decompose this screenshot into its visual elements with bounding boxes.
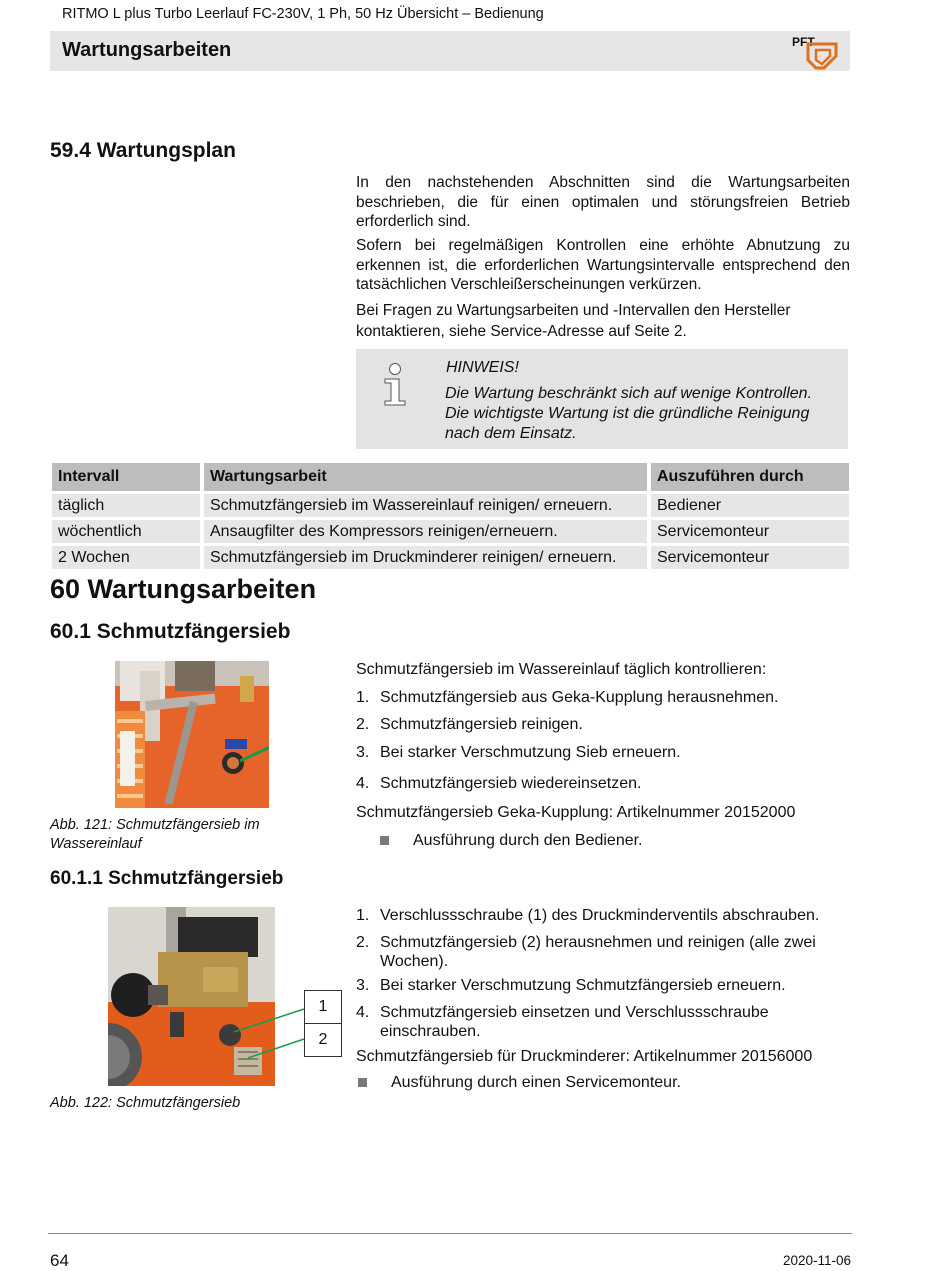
callout-leader-lines: [230, 1003, 310, 1063]
pressure-reducer-bullet: [358, 1074, 681, 1092]
list-number: 4.: [356, 775, 370, 792]
paragraph-contact: Bei Fragen zu Wartungsarbeiten und -Intervallen den Hersteller kontaktieren, siehe Service-Adresse auf Seite 2.: [356, 302, 791, 340]
heading-60-1-1: 60.1.1 Schmutzfängersieb: [50, 868, 284, 889]
heading-59-4: 59.4 Wartungsplan: [50, 139, 236, 162]
callout-1: 1: [304, 990, 342, 1024]
table-cell: Schmutzfängersieb im Druckminderer reinigen/ erneuern.: [204, 546, 647, 569]
table-cell: Servicemonteur: [651, 546, 849, 569]
table-cell: Ansaugfilter des Kompressors reinigen/erneuern.: [204, 520, 647, 543]
table-cell: Schmutzfängersieb im Wassereinlauf reinigen/ erneuern.: [204, 494, 647, 517]
figure-122-caption: Abb. 122: Schmutzfängersieb: [50, 1095, 241, 1111]
list-number: 2.: [356, 934, 370, 951]
heading-60-1: 60.1 Schmutzfängersieb: [50, 620, 291, 643]
maintenance-table: [48, 460, 853, 572]
table-header-responsible: Auszuführen durch: [651, 463, 849, 491]
square-bullet-icon: [358, 1078, 367, 1087]
list-item: [356, 689, 850, 716]
table-header-task: Wartungsarbeit: [204, 463, 647, 491]
footer-divider: [48, 1233, 852, 1234]
list-number: 2.: [356, 716, 370, 733]
table-cell: täglich: [52, 494, 200, 517]
bullet-text: Ausführung durch den Bediener.: [413, 832, 643, 849]
section-title-bar: [50, 31, 850, 71]
page-number: 64: [50, 1251, 69, 1270]
list-item: [356, 977, 850, 1003]
table-row: [52, 494, 849, 517]
table-cell: wöchentlich: [52, 520, 200, 543]
info-icon: [380, 361, 408, 407]
section-title: Wartungsarbeiten: [62, 39, 232, 61]
list-number: 3.: [356, 977, 370, 994]
list-number: 4.: [356, 1004, 370, 1021]
table-cell: Bediener: [651, 494, 849, 517]
note-box: [356, 349, 848, 449]
list-item: [356, 716, 850, 744]
list-text: Bei starker Verschmutzung Sieb erneuern.: [380, 744, 681, 761]
list-text: Bei starker Verschmutzung Schmutzfängersieb erneuern.: [380, 977, 786, 994]
strainer-article-number: Schmutzfängersieb Geka-Kupplung: Artikelnummer 20152000: [356, 804, 796, 821]
table-cell: 2 Wochen: [52, 546, 200, 569]
list-text: Schmutzfängersieb wiedereinsetzen.: [380, 775, 642, 792]
note-text: Die Wartung beschränkt sich auf wenige Kontrollen. Die wichtigste Wartung ist die gründliche Reinigung nach dem Einsatz.: [445, 385, 813, 442]
heading-60: 60 Wartungsarbeiten: [50, 574, 317, 604]
pft-logo: [792, 34, 838, 70]
list-item: [356, 775, 850, 803]
list-text: Schmutzfängersieb aus Geka-Kupplung herausnehmen.: [380, 689, 779, 706]
table-row: [52, 520, 849, 543]
table-row: [52, 546, 849, 569]
table-header-interval: Intervall: [52, 463, 200, 491]
list-text: Schmutzfängersieb einsetzen und Verschlussschraube einschrauben.: [380, 1004, 769, 1040]
figure-121-caption: Abb. 121: Schmutzfängersieb im Wassereinlauf: [50, 817, 260, 852]
paragraph-wear: Sofern bei regelmäßigen Kontrollen eine erhöhte Abnutzung zu erkennen ist, die erforderlichen Wartungsintervalle entsprechend den tatsächlichen Verschleißerscheinungen verkürzen.: [356, 237, 850, 293]
table-cell: Servicemonteur: [651, 520, 849, 543]
list-text: Verschlussschraube (1) des Druckminderventils abschrauben.: [380, 907, 820, 924]
photo-water-inlet-strainer: [115, 661, 269, 808]
list-number: 1.: [356, 689, 370, 706]
document-title: RITMO L plus Turbo Leerlauf FC-230V, 1 Ph, 50 Hz Übersicht – Bedienung: [62, 6, 544, 22]
list-item: [356, 1003, 800, 1047]
paragraph-intro: In den nachstehenden Abschnitten sind die Wartungsarbeiten beschrieben, die für einen optimalen und störungsfreien Betrieb erforderlich sind.: [356, 174, 850, 230]
list-item: [356, 933, 850, 977]
strainer-bullet: [380, 832, 643, 850]
list-text: Schmutzfängersieb reinigen.: [380, 716, 583, 733]
strainer-intro: Schmutzfängersieb im Wassereinlauf täglich kontrollieren:: [356, 661, 767, 678]
list-item: [356, 907, 850, 933]
pft-logo-text: PFT: [792, 35, 815, 49]
square-bullet-icon: [380, 836, 389, 845]
callout-2: 2: [304, 1023, 342, 1057]
document-date: 2020-11-06: [782, 1253, 851, 1268]
list-number: 1.: [356, 907, 370, 924]
pressure-reducer-article-number: Schmutzfängersieb für Druckminderer: Artikelnummer 20156000: [356, 1048, 813, 1065]
note-title: HINWEIS!: [446, 359, 519, 376]
list-item: [356, 744, 850, 775]
bullet-text: Ausführung durch einen Servicemonteur.: [391, 1074, 681, 1091]
pressure-reducer-steps: [356, 907, 850, 1047]
list-text: Schmutzfängersieb (2) herausnehmen und reinigen (alle zwei Wochen).: [380, 934, 816, 970]
strainer-steps: [356, 689, 850, 803]
list-number: 3.: [356, 744, 370, 761]
